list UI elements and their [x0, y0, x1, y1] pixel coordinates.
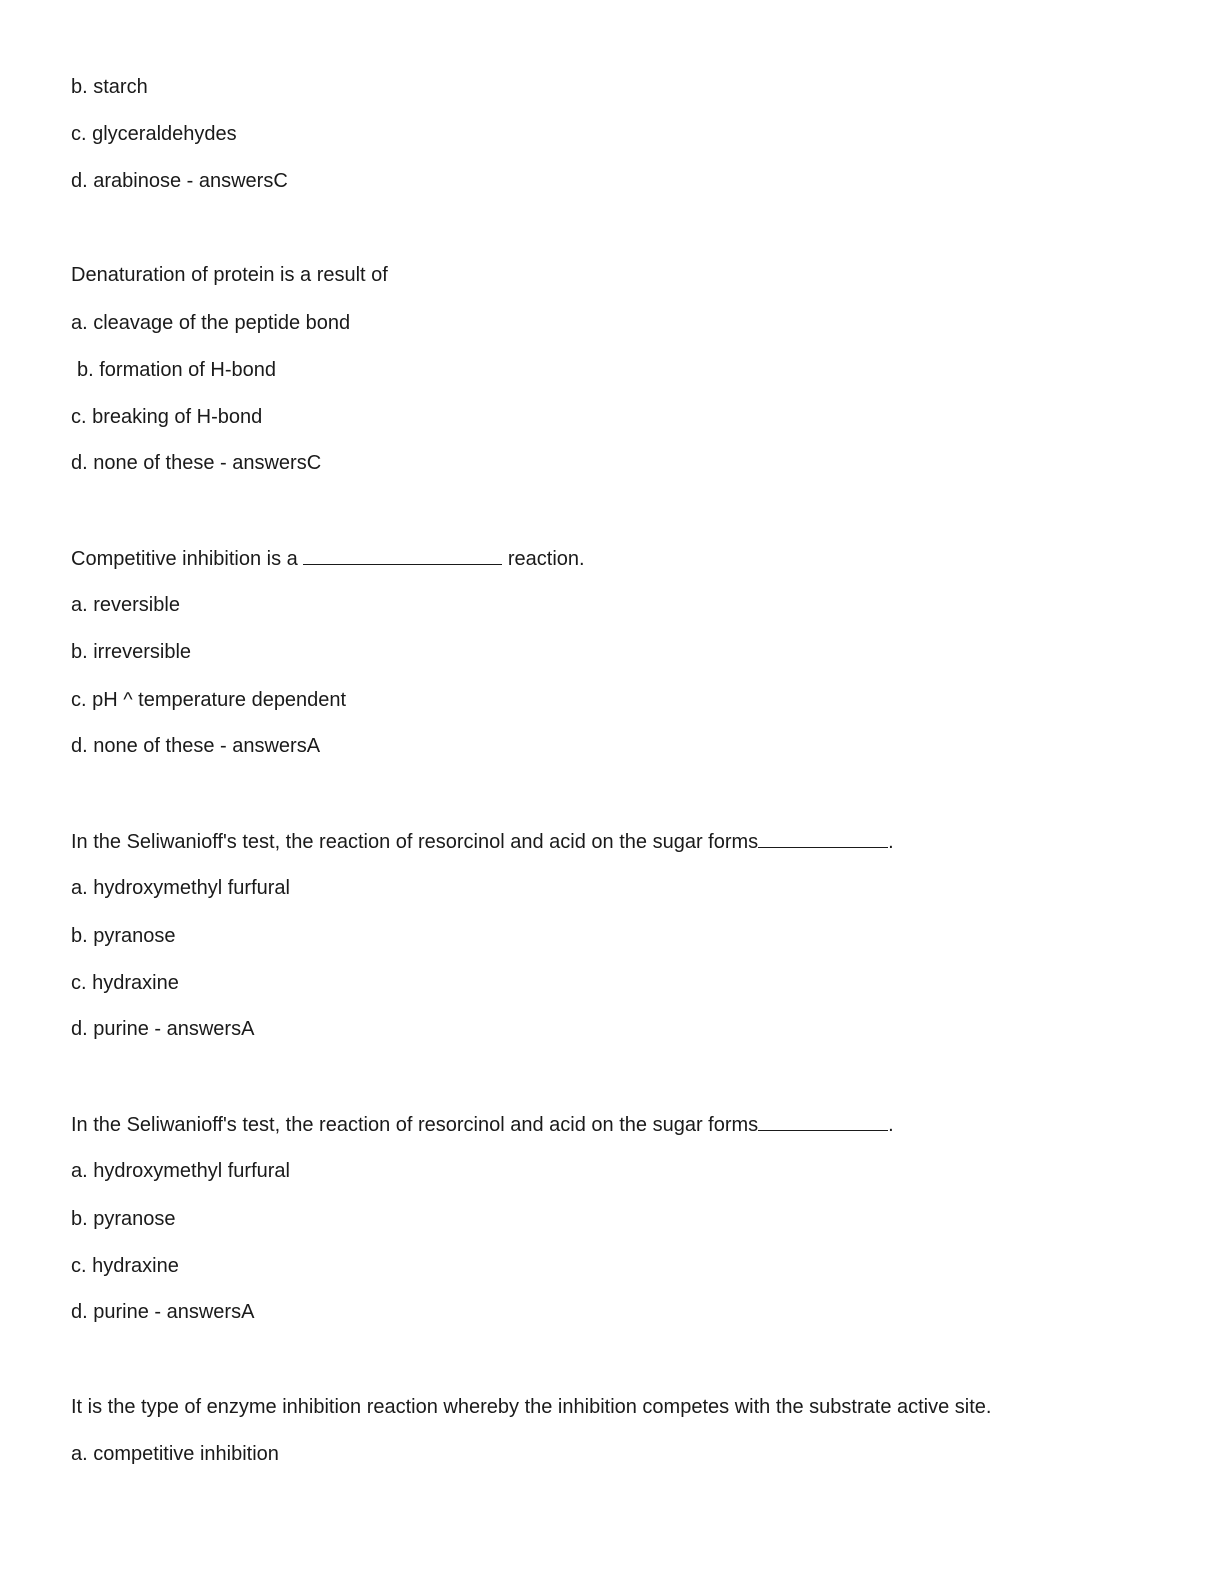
q1-option-b: b. formation of H-bond	[77, 359, 276, 381]
q2-option-c: c. pH ^ temperature dependent	[71, 689, 347, 711]
question-text-before-blank: In the Seliwanioff's test, the reaction of resorcinol and acid on the sugar forms	[71, 1114, 759, 1136]
option-d-arabinose-answer: d. arabinose - answersC	[71, 170, 288, 192]
question-text-before-blank: In the Seliwanioff's test, the reaction of resorcinol and acid on the sugar forms	[71, 831, 759, 853]
q3-option-d-answer: d. purine - answersA	[71, 1018, 255, 1040]
option-b-starch: b. starch	[71, 76, 148, 98]
question-seliwanoff-test	[71, 829, 894, 854]
answer-blank	[758, 829, 888, 848]
answer-blank	[758, 1112, 888, 1131]
option-c-glyceraldehydes: c. glyceraldehydes	[71, 123, 237, 145]
q4-option-d-answer: d. purine - answersA	[71, 1301, 255, 1323]
q4-option-a: a. hydroxymethyl furfural	[71, 1160, 290, 1182]
q3-option-b: b. pyranose	[71, 925, 176, 947]
question-enzyme-inhibition-type: It is the type of enzyme inhibition reaction whereby the inhibition competes with the substrate active site.	[71, 1396, 992, 1418]
q4-option-b: b. pyranose	[71, 1208, 176, 1230]
q2-option-b: b. irreversible	[71, 641, 192, 663]
q5-option-a: a. competitive inhibition	[71, 1443, 279, 1465]
question-text-after-blank: .	[888, 831, 894, 853]
q1-option-a: a. cleavage of the peptide bond	[71, 312, 351, 334]
question-text-after-blank: .	[888, 1114, 894, 1136]
q4-option-c: c. hydraxine	[71, 1255, 179, 1277]
question-text-after-blank: reaction.	[502, 548, 585, 570]
question-text-before-blank: Competitive inhibition is a	[71, 548, 304, 570]
q1-option-d-answer: d. none of these - answersC	[71, 452, 322, 474]
question-competitive-inhibition	[71, 546, 585, 571]
q3-option-c: c. hydraxine	[71, 972, 179, 994]
q1-option-c: c. breaking of H-bond	[71, 406, 263, 428]
q3-option-a: a. hydroxymethyl furfural	[71, 877, 290, 899]
q2-option-d-answer: d. none of these - answersA	[71, 735, 321, 757]
q2-option-a: a. reversible	[71, 594, 180, 616]
question-denaturation: Denaturation of protein is a result of	[71, 264, 388, 286]
answer-blank	[303, 546, 502, 565]
question-seliwanoff-test-repeat	[71, 1112, 894, 1137]
